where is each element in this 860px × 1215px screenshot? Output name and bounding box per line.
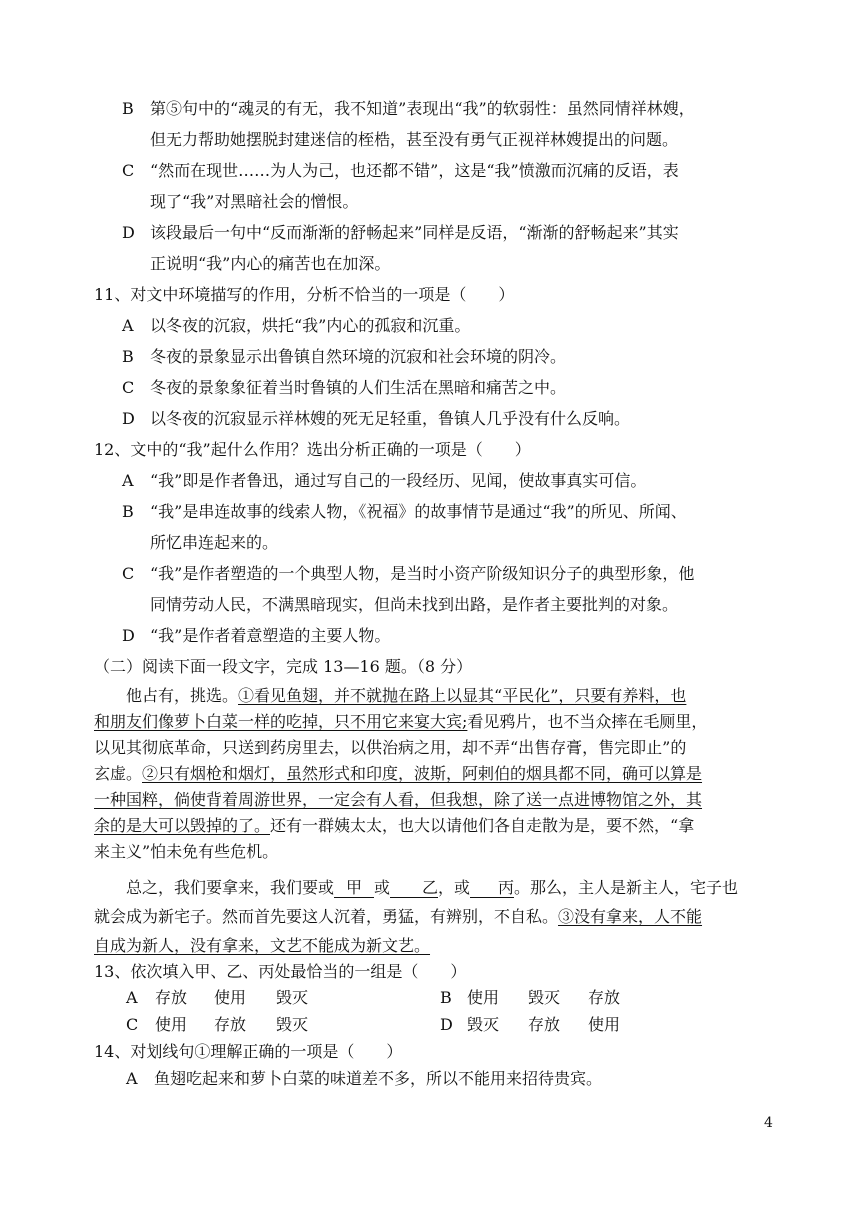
q14-stem: 14、对划线句①理解正确的一项是（ ） [94, 1042, 403, 1061]
option-label: C [122, 564, 135, 583]
option-label: D [122, 626, 135, 645]
blank-c: 丙 [470, 879, 514, 898]
q13-option-c-label: C [126, 1015, 139, 1034]
passage-line: 和朋友们像萝卜白菜一样的吃掉，只不用它来宴大宾;看见鸦片，也不当众摔在毛厕里， [94, 712, 708, 731]
underlined-sentence-3: ③没有拿来，人不能 [558, 907, 703, 926]
q13-option-b-label: B [440, 988, 452, 1007]
blank-b: 乙 [390, 879, 438, 898]
q12-option-c-line2: 同情劳动人民，不满黑暗现实，但尚未找到出路，是作者主要批判的对象。 [150, 595, 679, 614]
option-label: A [126, 1069, 138, 1088]
q13-option-b-word: 使用 [467, 988, 500, 1007]
option-label: B [122, 347, 134, 366]
option-label: A [122, 471, 134, 490]
q12-stem: 12、文中的“我”起什么作用？选出分析正确的一项是（ ） [94, 440, 531, 459]
underlined-sentence-1: ①看见鱼翅，并不就抛在路上以显其“平民化”，只要有养料，也 [238, 686, 687, 705]
q13-option-d-word: 存放 [528, 1015, 561, 1034]
passage-line [94, 789, 702, 811]
q13-option-c-word: 使用 [155, 1015, 188, 1034]
passage-line [94, 935, 430, 957]
underlined-sentence-2: 一种国粹，倘使背着周游世界，一定会有人看，但我想，除了送一点进博物馆之外，其 [94, 790, 703, 809]
option-label: D [122, 409, 135, 428]
section-heading: （二）阅读下面一段文字，完成 13—16 题。（8 分） [94, 657, 473, 676]
passage-line: 他占有，挑选。①看见鱼翅，并不就抛在路上以显其“平民化”，只要有养料，也 [126, 686, 687, 705]
q13-option-a-label: A [126, 988, 138, 1007]
option-label: B [122, 502, 134, 521]
q13-option-d-label: D [440, 1015, 453, 1034]
q13-option-b-word: 存放 [588, 988, 621, 1007]
q10-option-b-line2: 但无力帮助她摆脱封建迷信的桎梏，甚至没有勇气正视祥林嫂提出的问题。 [150, 130, 679, 149]
q11-option-d: D 以冬夜的沉寂显示祥林嫂的死无足轻重，鲁镇人几乎没有什么反响。 [122, 409, 631, 428]
q14-option-a: A 鱼翅吃起来和萝卜白菜的味道差不多，所以不能用来招待贵宾。 [126, 1069, 603, 1088]
q13-option-a-word: 使用 [214, 988, 247, 1007]
q12-option-d: D “我”是作者着意塑造的主要人物。 [122, 626, 391, 645]
q13-option-d-word: 使用 [588, 1015, 621, 1034]
passage-line: 来主义”怕未免有些危机。 [94, 842, 279, 861]
passage-line: 总之，我们要拿来，我们要或 甲 或 乙，或 丙。那么，主人是新主人，宅子也 [126, 878, 739, 897]
q10-option-b-line1: B 第⑤句中的“魂灵的有无，我不知道”表现出“我”的软弱性：虽然同情祥林嫂， [122, 99, 695, 118]
option-label: D [122, 223, 135, 242]
q11-option-c: C 冬夜的景象象征着当时鲁镇的人们生活在黑暗和痛苦之中。 [122, 378, 567, 397]
q10-option-c-line2: 现了“我”对黑暗社会的憎恨。 [150, 192, 359, 211]
q10-option-d-line2: 正说明“我”内心的痛苦也在加深。 [150, 254, 391, 273]
passage-line: 以见其彻底革命，只送到药房里去，以供治病之用，却不弄“出售存膏，售完即止”的 [94, 738, 687, 757]
page-number: 4 [764, 1115, 773, 1131]
underlined-sentence-2: 余的是大可以毁掉的了。 [94, 816, 271, 835]
q13-stem: 13、依次填入甲、乙、丙处最恰当的一组是（ ） [94, 962, 467, 981]
passage-line: 就会成为新宅子。然而首先要这人沉着，勇猛，有辨别，不自私。③没有拿来，人不能 [94, 907, 703, 926]
q13-option-c-word: 毁灭 [276, 1015, 309, 1034]
q11-option-a: A 以冬夜的沉寂，烘托“我”内心的孤寂和沉重。 [122, 316, 471, 335]
blank-a: 甲 [334, 879, 374, 898]
q13-option-c-word: 存放 [214, 1015, 247, 1034]
option-label: C [122, 161, 135, 180]
underlined-sentence-2: ②只有烟枪和烟灯，虽然形式和印度，波斯，阿剌伯的烟具都不同，确可以算是 [142, 764, 703, 783]
q10-option-c-line1: C “然而在现世……为人为己，也还都不错”，这是“我”愤激而沉痛的反语，表 [122, 161, 679, 180]
q13-option-d-word: 毁灭 [467, 1015, 500, 1034]
q13-option-a-word: 毁灭 [276, 988, 309, 1007]
option-label: A [122, 316, 134, 335]
q12-option-a: A “我”即是作者鲁迅，通过写自己的一段经历、见闻，使故事真实可信。 [122, 471, 647, 490]
q11-stem: 11、对文中环境描写的作用，分析不恰当的一项是（ ） [94, 285, 515, 304]
passage-line: 余的是大可以毁掉的了。还有一群姨太太，也大以请他们各自走散为是，要不然，“拿 [94, 816, 695, 835]
option-label: B [122, 99, 134, 118]
option-label: C [122, 378, 135, 397]
q10-option-d-line1: D 该段最后一句中“反而渐渐的舒畅起来”同样是反语，“渐渐的舒畅起来”其实 [122, 223, 679, 242]
q13-option-a-word: 存放 [155, 988, 188, 1007]
passage-line: 玄虚。②只有烟枪和烟灯，虽然形式和印度，波斯，阿剌伯的烟具都不同，确可以算是 [94, 764, 703, 783]
q11-option-b: B 冬夜的景象显示出鲁镇自然环境的沉寂和社会环境的阴冷。 [122, 347, 567, 366]
q12-option-b-line1: B “我”是串连故事的线索人物，《祝福》的故事情节是通过“我”的所见、所闻、 [122, 502, 687, 521]
q13-option-b-word: 毁灭 [528, 988, 561, 1007]
underlined-sentence-3: 自成为新人，没有拿来，文艺不能成为新文艺。 [94, 936, 431, 955]
q12-option-b-line2: 所忆串连起来的。 [150, 533, 279, 552]
underlined-sentence-1: 和朋友们像萝卜白菜一样的吃掉，只不用它来宴大宾; [94, 712, 468, 731]
q12-option-c-line1: C “我”是作者塑造的一个典型人物，是当时小资产阶级知识分子的典型形象，他 [122, 564, 695, 583]
